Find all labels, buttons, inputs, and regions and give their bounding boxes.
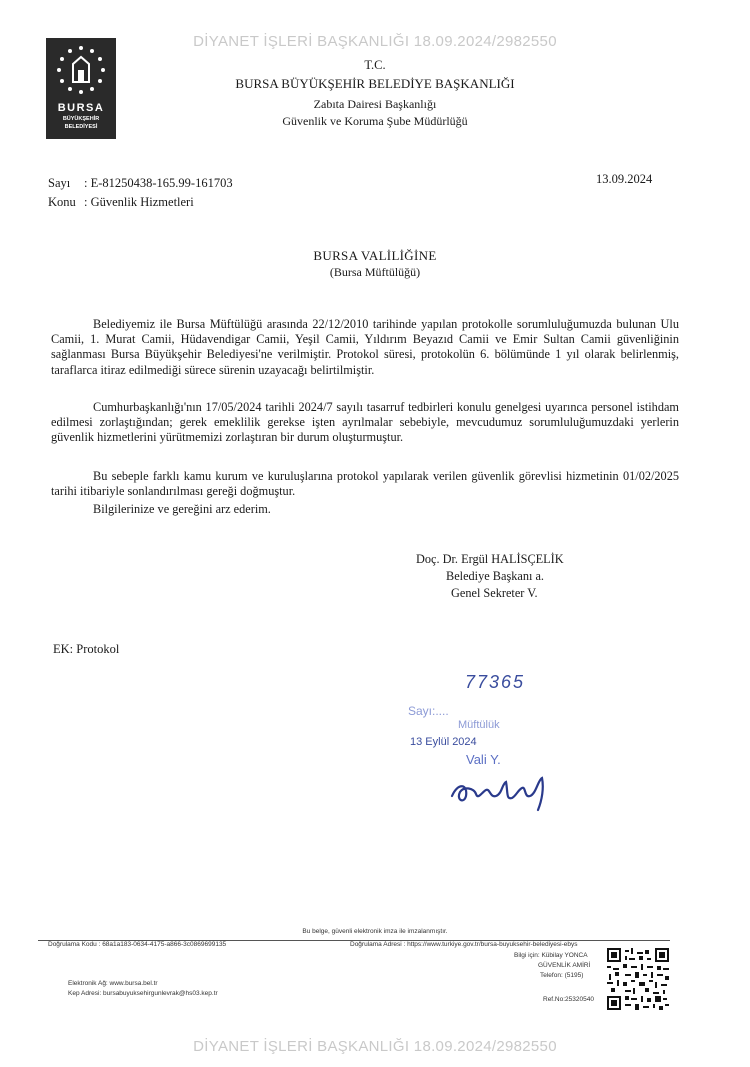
logo-line2: BÜYÜKŞEHİR: [62, 116, 100, 122]
body-paragraph-4: Bilgilerinize ve gereğini arz ederim.: [93, 502, 271, 516]
footer-contact1: Bilgi için: Kübilay YONCA: [514, 952, 588, 959]
footer-contact2: GÜVENLİK AMİRİ: [538, 962, 591, 969]
konu-label: Konu: [48, 195, 76, 209]
sayi-label: Sayı: [48, 176, 71, 190]
konu-value: : Güvenlik Hizmetleri: [84, 195, 194, 209]
qr-code-icon: [607, 948, 669, 1010]
footer-dogrulama-kodu: Doğrulama Kodu : 68a1a183-0634-4175-a866-3c0869699135: [48, 941, 227, 948]
footer-dogrulama-adresi: Doğrulama Adresi : https://www.turkiye.gov.tr/bursa-buyuksehir-belediyesi-ebys: [350, 941, 578, 948]
stamp-vali: Vali Y.: [466, 752, 501, 767]
stamp-office: Müftülük: [458, 719, 500, 731]
sayi-value: : E-81250438-165.99-161703: [84, 176, 233, 190]
logo-line1: BURSA: [57, 102, 105, 114]
signature-title1: Belediye Başkanı a.: [446, 569, 545, 583]
stamp-date: 13 Eylül 2024: [410, 736, 477, 748]
handwritten-signature: [446, 770, 556, 816]
footer-elektronik: Elektronik Ağ: www.bursa.bel.tr: [68, 980, 158, 987]
logo-line3: BELEDİYESİ: [64, 124, 98, 130]
header-org: BURSA BÜYÜKŞEHİR BELEDİYE BAŞKANLIĞI: [235, 76, 515, 91]
footer-notice: Bu belge, güvenli elektronik imza ile imzalanmıştır.: [302, 928, 448, 935]
footer-ref: Ref.No:25320540: [543, 996, 594, 1003]
document-date: 13.09.2024: [596, 172, 653, 186]
footer-contact3: Telefon: (5195): [540, 972, 584, 979]
footer-kep: Kep Adresi: bursabuyuksehirgunlevrak@hs03.kep.tr: [68, 990, 218, 997]
recipient-name: BURSA VALİLİĞİNE: [313, 248, 437, 263]
attachment-label: EK: Protokol: [53, 642, 120, 656]
body-paragraph-3: Bu sebeple farklı kamu kurum ve kuruluşlarına protokol yapılarak verilen güvenlik görevlisi hizmetinin 01/02/2025 tarihi itibariyle sonlandırılması gereği doğmuştur.: [51, 469, 679, 499]
signature-name: Doç. Dr. Ergül HALİSÇELİK: [416, 552, 564, 566]
header-dept: Zabıta Dairesi Başkanlığı: [313, 97, 437, 111]
body-paragraph-1: Belediyemiz ile Bursa Müftülüğü arasında 22/12/2010 tarihinde yapılan protokolle sorumluluğumuzda bulunan Ulu Camii, 1. Murat Camii, Hüdavendigar Camii, Yeşil Camii, Yıldırım Beyazıd Camii ve Emir Sultan Camii güvenliğinin sağlanması Bursa Büyükşehir Belediyesi'ne verilmiştir. Protokol süresi, protokolün 6. bölümünde 1 yıl olarak belirlenmiş, taraflarca itiraz edilmediği sürece sürenin uzayacağı belirtilmiştir.: [51, 317, 679, 377]
recipient-sub: (Bursa Müftülüğü): [329, 265, 421, 279]
stamp-number: 77365: [465, 672, 526, 692]
watermark-top: DİYANET İŞLERİ BAŞKANLIĞI 18.09.2024/2982550: [193, 33, 557, 50]
header-tc: T.C.: [364, 58, 386, 72]
signature-title2: Genel Sekreter V.: [451, 586, 538, 600]
body-paragraph-2: Cumhurbaşkanlığı'nın 17/05/2024 tarihli 2024/7 sayılı tasarruf tedbirleri konulu genelgesi uyarınca personel istihdam edilmesi zorlaştığından; gerek emeklilik gerekse işten ayrılmalar sebebiyle, mevcudumuz sorumluluğumuzdaki yerlerin güvenlik hizmetlerini yürütmemizi zorlaştıran bir durum oluşturmuştur.: [51, 400, 679, 445]
stamp-sayi: Sayı:....: [408, 704, 449, 718]
watermark-bottom: DİYANET İŞLERİ BAŞKANLIĞI 18.09.2024/2982550: [193, 1038, 557, 1055]
header-unit: Güvenlik ve Koruma Şube Müdürlüğü: [282, 114, 468, 128]
